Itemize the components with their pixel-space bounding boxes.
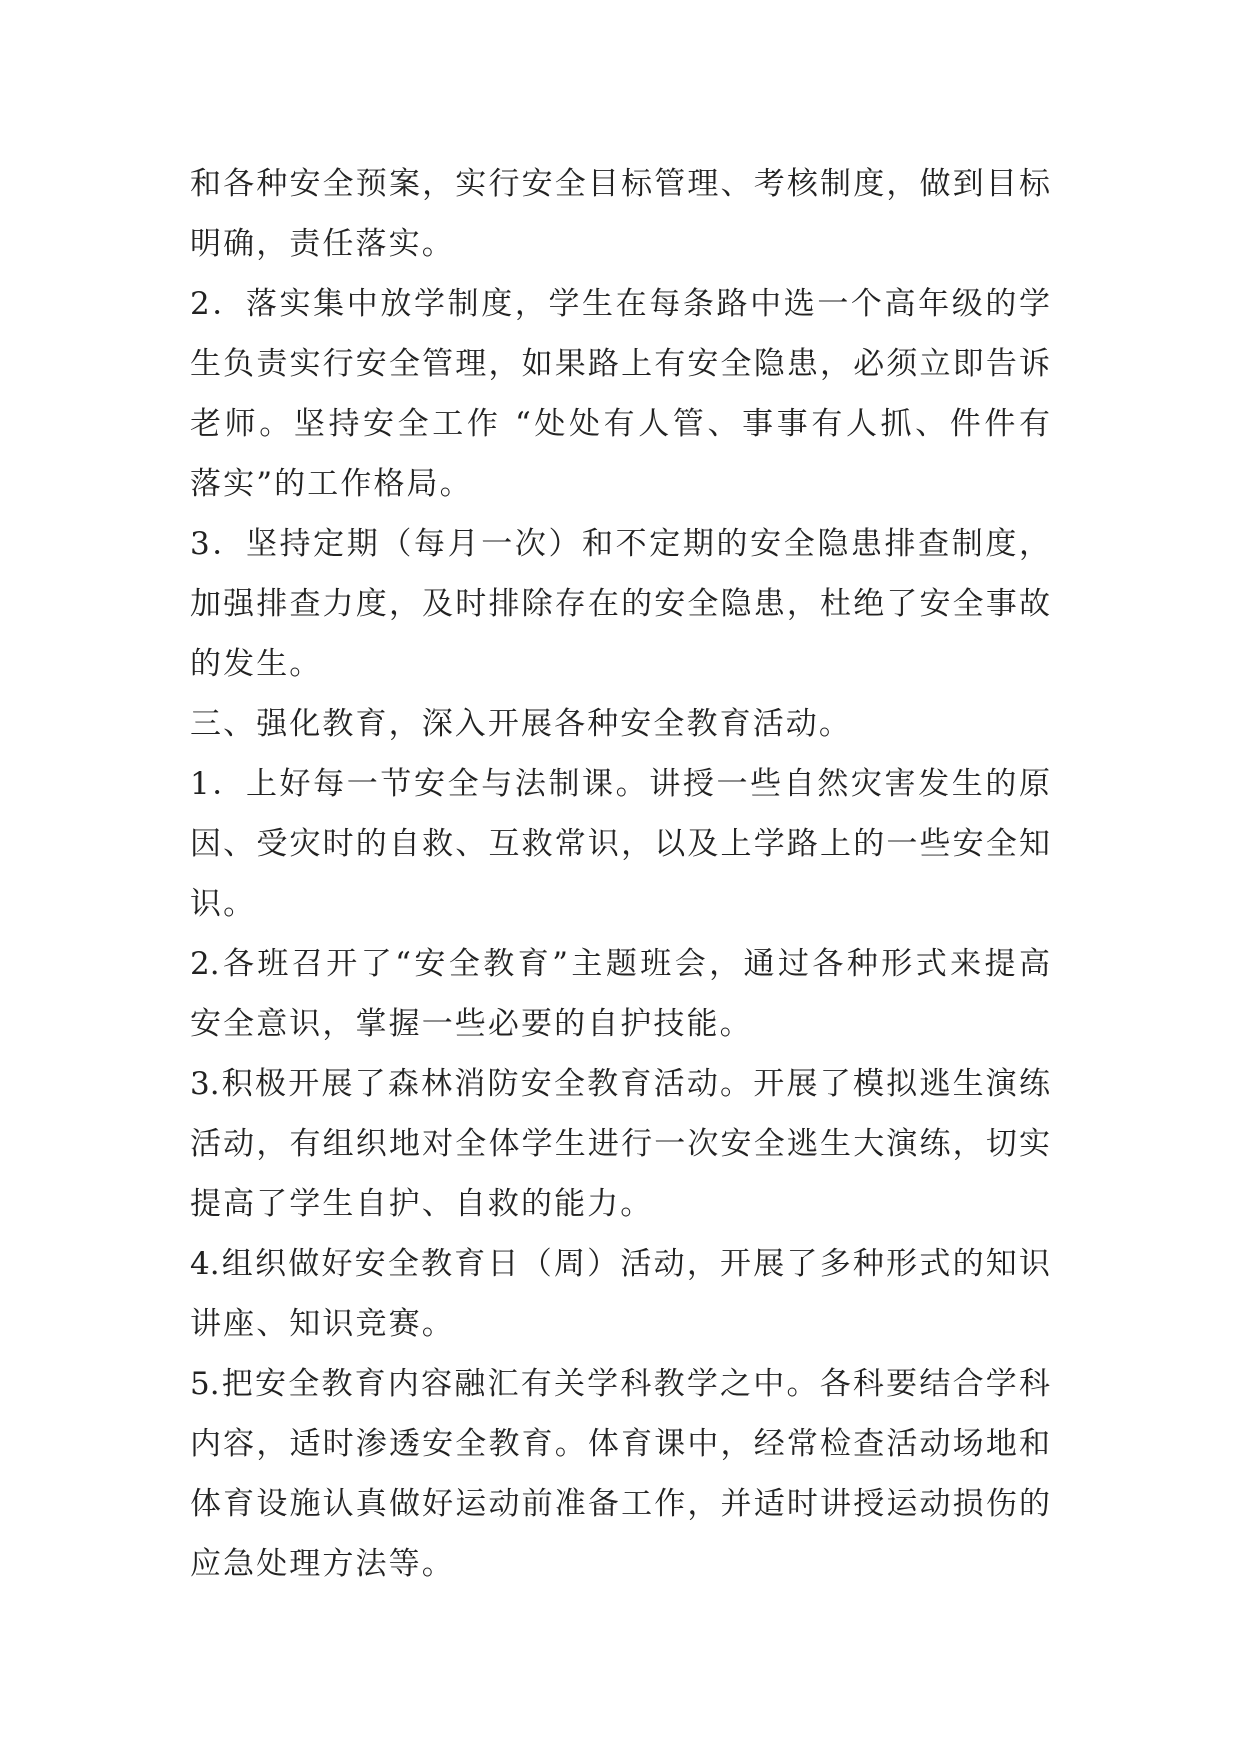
text-line: 活动，有组织地对全体学生进行一次安全逃生大演练，切实 <box>190 1126 1050 1162</box>
text-line: 3.积极开展了森林消防安全教育活动。开展了模拟逃生演练 <box>190 1066 1050 1102</box>
text-line: 生负责实行安全管理，如果路上有安全隐患，必须立即告诉 <box>190 346 1050 382</box>
text-line: 提高了学生自护、自救的能力。 <box>190 1186 654 1222</box>
text-line: 2.各班召开了“安全教育”主题班会，通过各种形式来提高 <box>190 946 1050 982</box>
text-line: 应急处理方法等。 <box>190 1546 455 1582</box>
text-line: 1．上好每一节安全与法制课。讲授一些自然灾害发生的原 <box>190 766 1050 802</box>
text-line: 老师。坚持安全工作 “处处有人管、事事有人抓、件件有 <box>190 406 1050 442</box>
text-line: 的发生。 <box>190 646 323 682</box>
text-line: 加强排查力度，及时排除存在的安全隐患，杜绝了安全事故 <box>190 586 1050 622</box>
document-body <box>190 154 1050 1594</box>
text-line: 落实”的工作格局。 <box>190 466 473 502</box>
text-line: 因、受灾时的自救、互救常识，以及上学路上的一些安全知 <box>190 826 1050 862</box>
text-line: 三、强化教育，深入开展各种安全教育活动。 <box>190 706 852 742</box>
text-line: 明确，责任落实。 <box>190 226 455 262</box>
text-line: 体育设施认真做好运动前准备工作，并适时讲授运动损伤的 <box>190 1486 1050 1522</box>
text-line: 和各种安全预案，实行安全目标管理、考核制度，做到目标 <box>190 166 1050 202</box>
text-line: 4.组织做好安全教育日（周）活动，开展了多种形式的知识 <box>190 1246 1050 1282</box>
text-line: 2．落实集中放学制度，学生在每条路中选一个高年级的学 <box>190 286 1050 322</box>
text-line: 安全意识，掌握一些必要的自护技能。 <box>190 1006 753 1042</box>
text-line: 内容，适时渗透安全教育。体育课中，经常检查活动场地和 <box>190 1426 1050 1462</box>
text-line: 讲座、知识竞赛。 <box>190 1306 455 1342</box>
text-line: 识。 <box>190 886 257 922</box>
text-line: 3．坚持定期（每月一次）和不定期的安全隐患排查制度， <box>190 526 1050 562</box>
text-line: 5.把安全教育内容融汇有关学科教学之中。各科要结合学科 <box>190 1366 1050 1402</box>
